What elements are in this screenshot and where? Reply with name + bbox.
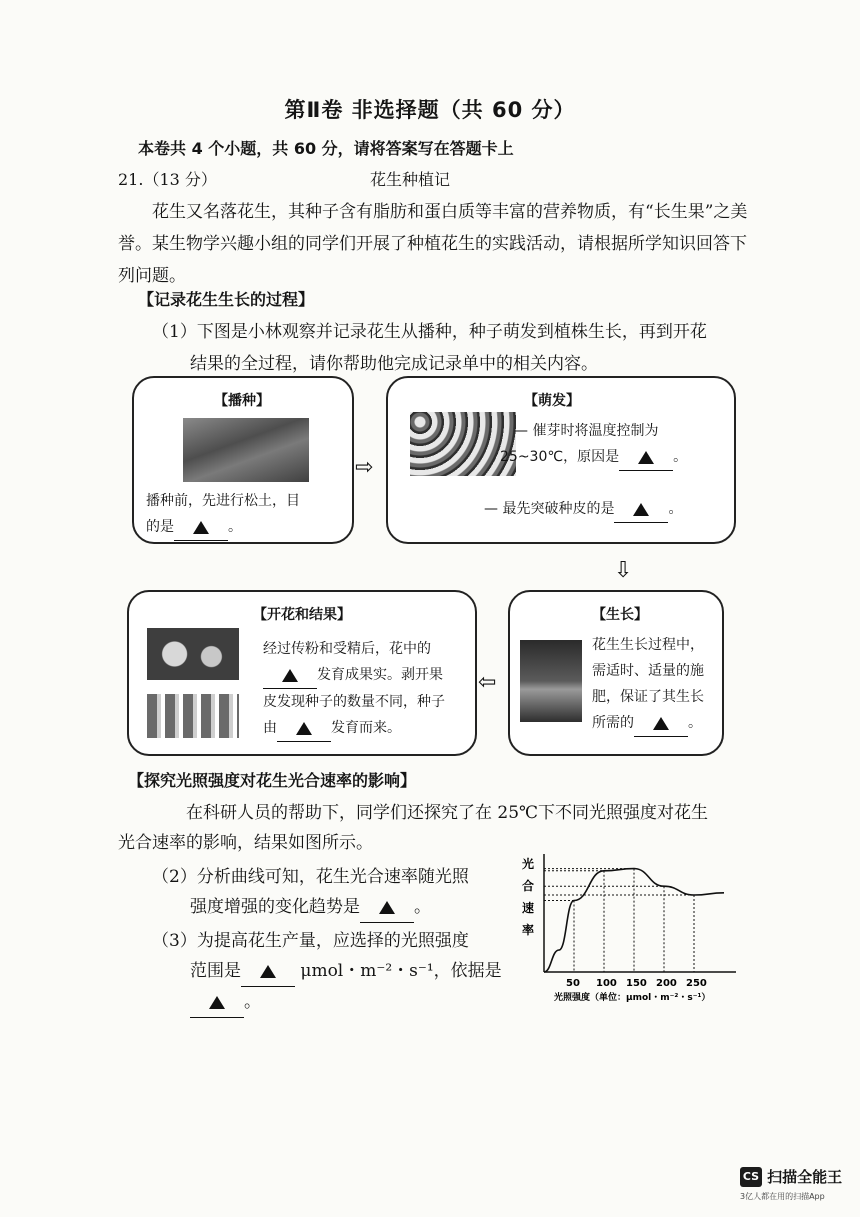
card-growth-last: 所需的 bbox=[592, 715, 634, 731]
card-growth-line-3: 肥，保证了其生长 bbox=[592, 689, 704, 705]
question-3-text-b: 范围是 bbox=[190, 961, 241, 981]
question-2 bbox=[152, 862, 512, 923]
answer-blank[interactable] bbox=[241, 956, 295, 987]
answer-blank[interactable] bbox=[263, 662, 317, 689]
triangle-icon bbox=[209, 996, 225, 1009]
card-flowering-text-d: 由 bbox=[263, 720, 277, 736]
y-label-char: 率 bbox=[522, 923, 535, 937]
x-tick-label: 150 bbox=[626, 978, 647, 989]
y-label-char: 光 bbox=[522, 857, 535, 871]
question-3 bbox=[152, 926, 524, 1018]
y-label-char: 合 bbox=[522, 879, 535, 893]
question-1 bbox=[152, 316, 772, 380]
card-growth bbox=[508, 590, 724, 756]
card-flowering-line-d bbox=[263, 715, 469, 742]
triangle-icon bbox=[193, 521, 209, 534]
question-2-line-a: （2）分析曲线可知，花生光合速率随光照 bbox=[152, 867, 469, 887]
page-title: 第Ⅱ卷 非选择题（共 60 分） bbox=[284, 98, 576, 122]
x-tick-label: 200 bbox=[656, 978, 677, 989]
question-number: 21.（13 分） bbox=[118, 170, 217, 189]
card-sowing-line-b: 的是 。 bbox=[146, 514, 346, 541]
card-germination-text-b: 25~30℃，原因是 bbox=[500, 449, 620, 465]
sowing-photo bbox=[183, 418, 309, 482]
answer-blank[interactable] bbox=[614, 496, 668, 523]
card-sowing bbox=[132, 376, 354, 544]
series-line-photosynthesis-rate bbox=[544, 869, 724, 972]
card-flowering-line-b bbox=[263, 662, 469, 689]
card-flowering-text-b: 发育成果实。剥开果 bbox=[317, 667, 443, 683]
card-germination-text-a: — 催芽时将温度控制为 bbox=[514, 423, 659, 439]
question-3-line-b bbox=[152, 956, 524, 987]
section-heading-light-experiment: 【探究光照强度对花生光合速率的影响】 bbox=[128, 771, 417, 790]
triangle-icon bbox=[379, 901, 395, 914]
section-heading-growth-record: 【记录花生生长的过程】 bbox=[138, 290, 315, 309]
card-growth-line-2: 需适时、适量的施 bbox=[592, 663, 704, 679]
card-sowing-head: 【播种】 bbox=[214, 393, 270, 409]
plant-photo bbox=[520, 640, 582, 722]
card-sowing-text bbox=[146, 488, 346, 541]
card-flowering-text-e: 发育而来。 bbox=[331, 720, 401, 736]
scanner-logo bbox=[740, 1166, 842, 1202]
triangle-icon bbox=[282, 669, 298, 682]
intro-paragraph: 花生又名落花生，其种子含有脂肪和蛋白质等丰富的营养物质，有“长生果”之美誉。某生物学兴趣小组的同学们开展了种植花生的实践活动，请根据所学知识回答下列问题。 bbox=[118, 202, 748, 286]
card-growth-text bbox=[592, 632, 720, 737]
card-flowering-text-a: 经过传粉和受精后，花中的 bbox=[263, 641, 431, 657]
triangle-icon bbox=[653, 717, 669, 730]
question-title: 花生种植记 bbox=[370, 170, 451, 189]
chart-y-label bbox=[522, 856, 534, 937]
question-1-line1: （1）下图是小林观察并记录花生从播种，种子萌发到植株生长，再到开花 bbox=[152, 322, 707, 342]
card-germination bbox=[386, 376, 736, 544]
flowers-photo bbox=[147, 628, 239, 680]
question-3-unit: μmol・m⁻²・s⁻¹，依据是 bbox=[300, 961, 502, 981]
card-sowing-text-b: 的是 bbox=[146, 519, 174, 535]
logo-name: 扫描全能王 bbox=[767, 1168, 843, 1186]
card-growth-line-1: 花生生长过程中， bbox=[592, 637, 704, 653]
answer-blank[interactable] bbox=[634, 710, 688, 737]
card-flowering bbox=[127, 590, 477, 756]
card-germination-text-a-label: 催芽时将温度控制为 bbox=[532, 423, 659, 439]
question-3-line-c: 。 bbox=[152, 987, 524, 1018]
chart-x-label: 光照强度（单位：μmol・m⁻²・s⁻¹） bbox=[554, 993, 711, 1003]
section2-para-b: 光合速率的影响，结果如图所示。 bbox=[118, 833, 373, 853]
triangle-icon bbox=[633, 503, 649, 516]
card-growth-head: 【生长】 bbox=[592, 607, 648, 623]
logo-mark: CS bbox=[740, 1167, 762, 1187]
card-germination-head: 【萌发】 bbox=[524, 393, 580, 409]
card-germination-text bbox=[500, 418, 688, 471]
x-tick-label: 100 bbox=[596, 978, 617, 989]
question-2-line-b: 强度增强的变化趋势是 。 bbox=[152, 892, 512, 923]
section2-para-a: 在科研人员的帮助下，同学们还探究了在 25℃下不同光照强度对花生 bbox=[186, 803, 709, 823]
section-intro: 本卷共 4 个小题，共 60 分，请将答案写在答题卡上 bbox=[138, 139, 514, 158]
card-germination-line-b: 25~30℃，原因是 。 bbox=[500, 444, 687, 471]
y-label-char: 速 bbox=[522, 901, 535, 915]
card-sowing-text-a: 播种前，先进行松土，目 bbox=[146, 493, 300, 509]
question-2-text-b: 强度增强的变化趋势是 bbox=[190, 897, 360, 917]
card-germination-text-c: 最先突破种皮的是 bbox=[502, 501, 615, 517]
card-flowering-text bbox=[263, 636, 469, 742]
question-3-line-a: （3）为提高花生产量，应选择的光照强度 bbox=[152, 931, 469, 951]
answer-blank[interactable] bbox=[360, 892, 414, 923]
arrow-right-icon: ⇨ bbox=[355, 455, 374, 480]
peanuts-photo bbox=[147, 694, 239, 738]
light-photosynthesis-chart bbox=[516, 850, 746, 1010]
answer-blank[interactable] bbox=[619, 444, 673, 471]
card-germination-line-c: — 最先突破种皮的是 。 bbox=[484, 496, 682, 523]
answer-blank[interactable] bbox=[190, 987, 244, 1018]
x-tick-label: 250 bbox=[686, 978, 707, 989]
card-flowering-text-c: 皮发现种子的数量不同，种子 bbox=[263, 694, 445, 710]
arrow-down-icon: ⇩ bbox=[614, 558, 633, 583]
question-1-line2: 结果的全过程，请你帮助他完成记录单中的相关内容。 bbox=[190, 354, 598, 374]
answer-blank[interactable] bbox=[277, 715, 331, 742]
card-flowering-head: 【开花和结果】 bbox=[253, 607, 351, 623]
triangle-icon bbox=[260, 965, 276, 978]
logo-subtitle: 3亿人都在用的扫描App bbox=[740, 1192, 825, 1201]
triangle-icon bbox=[638, 451, 654, 464]
x-tick-label: 50 bbox=[566, 978, 580, 989]
card-growth-line-4: 所需的 。 bbox=[592, 710, 720, 737]
answer-blank[interactable] bbox=[174, 514, 228, 541]
triangle-icon bbox=[296, 722, 312, 735]
arrow-left-icon: ⇦ bbox=[478, 670, 497, 695]
